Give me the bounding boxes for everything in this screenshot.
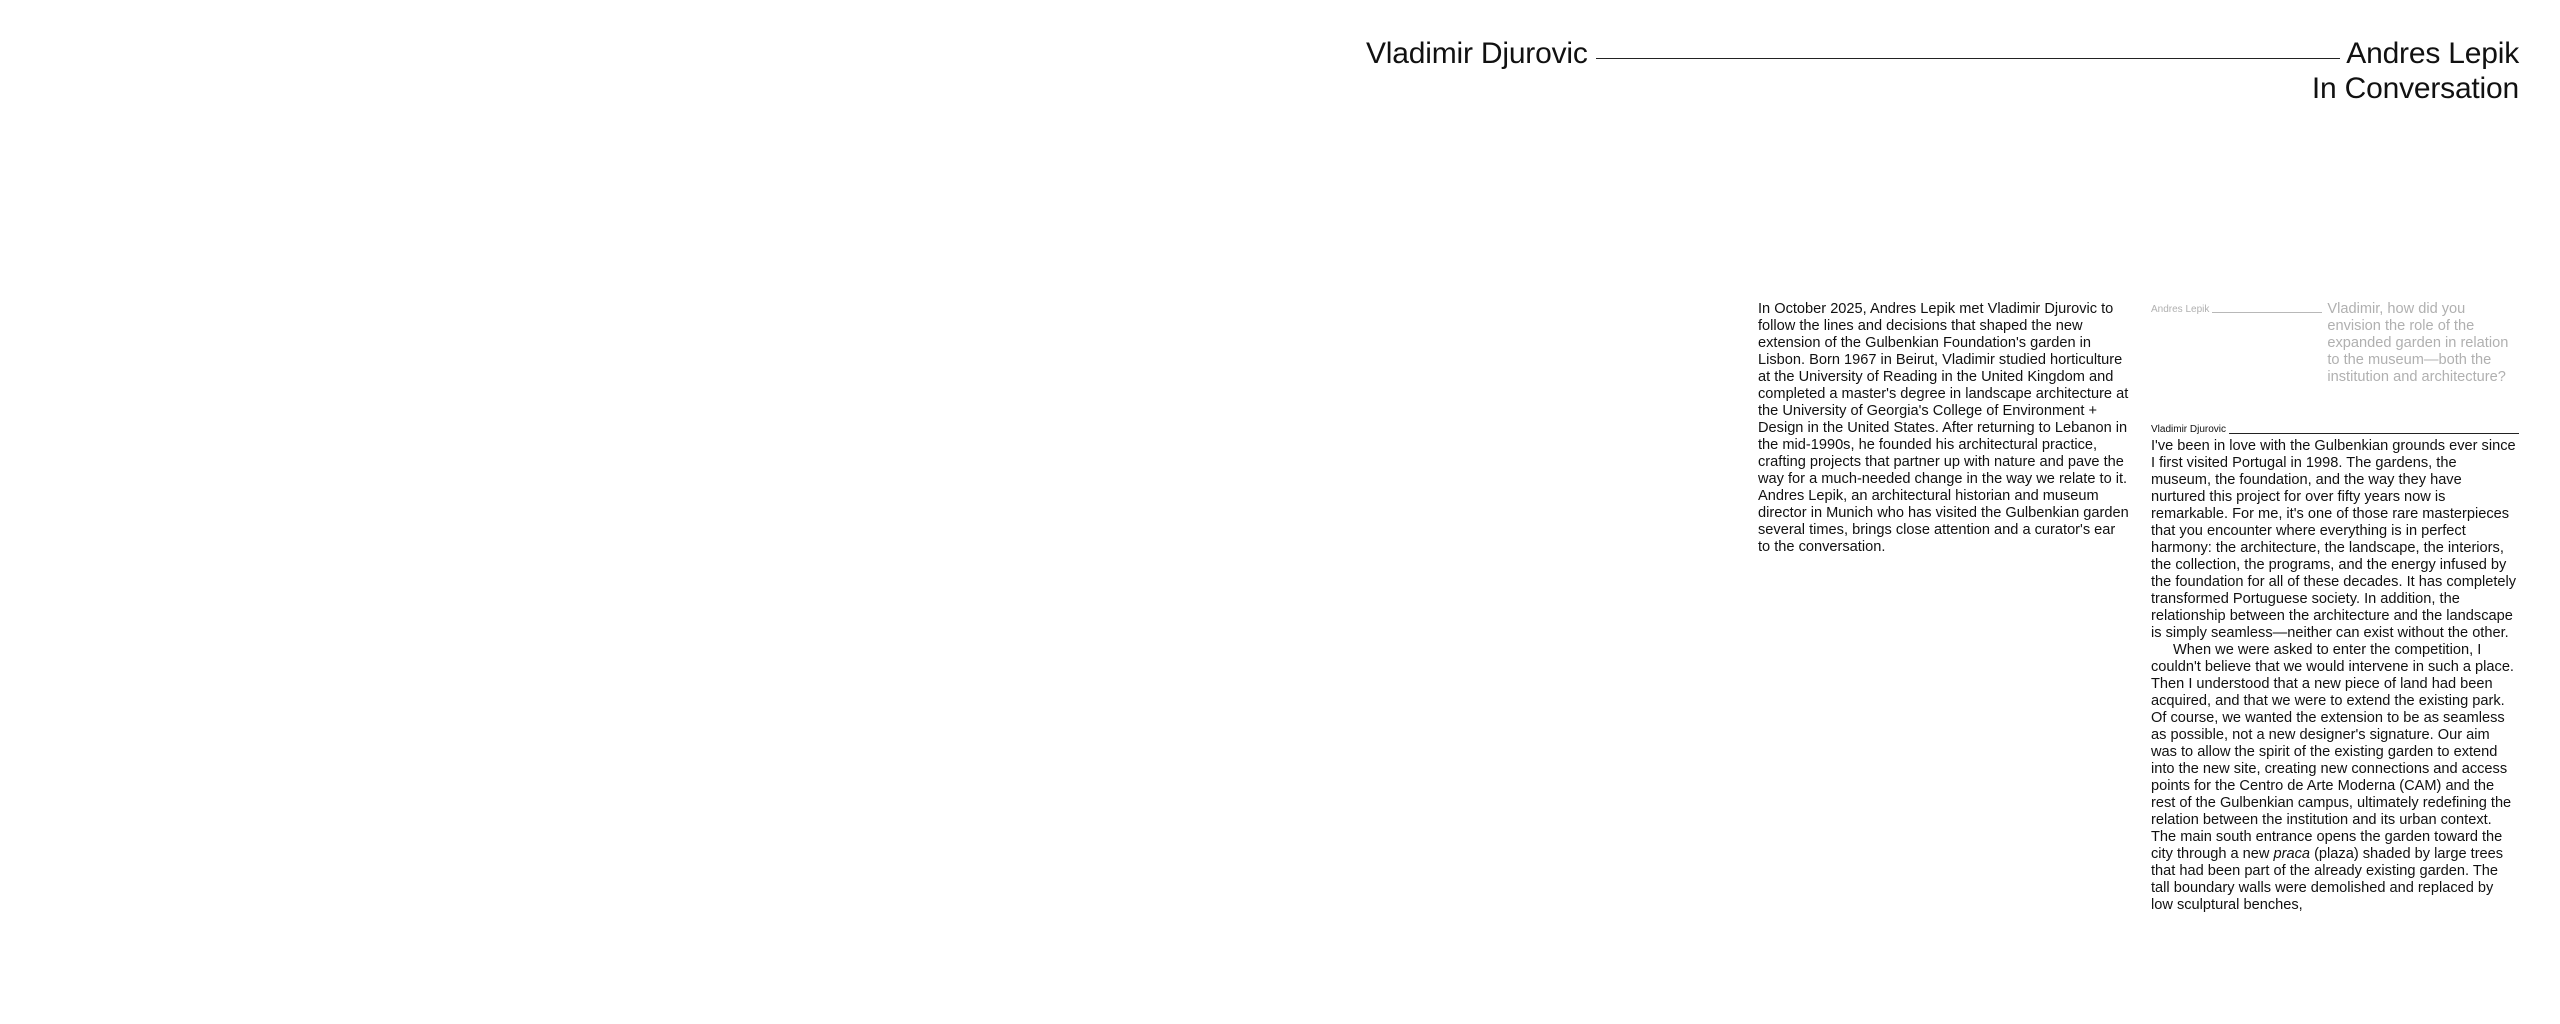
question-divider-line: [2212, 312, 2322, 313]
intro-paragraph: In October 2025, Andres Lepik met Vladimir Djurovic to follow the lines and decisions that shaped the new extension of the Gulbenkian Foundation's garden in Lisbon. Born 1967 in Beirut, Vladimir studied horticulture at the University of Reading in the United Kingdom and completed a master's degree in landscape architecture at the University of Georgia's College of Environment + Design in the United States. After returning to Lebanon in the mid-1990s, he founded his architectural practice, crafting projects that partner up with nature and pave the way for a much-needed change in the way we relate to it. Andres Lepik, an architectural historian and museum director in Munich who has visited the Gulbenkian garden several times, brings close attention and a curator's ear to the conversation.: [1758, 301, 2129, 555]
header-title-row: [1366, 36, 2519, 72]
spread-header: [1366, 36, 2519, 106]
question-text: Vladimir, how did you envision the role of the expanded garden in relation to the museum—both the institution and architecture?: [2327, 301, 2509, 385]
answer-speaker: Vladimir Djurovic: [2151, 424, 2227, 435]
answer-italic-term: praca: [2273, 846, 2311, 862]
answer-paragraph-2-part-2: (plaza) shaded by large trees that had been part of the already existing garden. The tall boundary walls were demolished and replaced by low sculptural benches,: [2151, 846, 2504, 913]
answer-paragraph-1: I've been in love with the Gulbenkian grounds ever since I first visited Portugal in 1998. The gardens, the museum, the foundation, and the way they have nurtured this project for over fifty years now is remarkable. For me, it's one of those rare masterpieces that you encounter where everything is in perfect harmony: the architecture, the landscape, the interiors, the collection, the programs, and the energy infused by the foundation for all of these decades. It has completely transformed Portuguese society. In addition, the relationship between the architecture and the landscape is simply seamless—neither can exist without the other.: [2151, 438, 2517, 641]
answer-paragraph-2: [2151, 642, 2519, 914]
answer-divider-line: [2229, 433, 2519, 434]
answer-block: [2151, 424, 2519, 914]
interviewer-name: Andres Lepik: [2346, 37, 2519, 70]
answer-speaker-row: [2151, 424, 2519, 436]
question-row: [2151, 301, 2519, 386]
answer-paragraph-2-part-1: When we were asked to enter the competition, I couldn't believe that we would intervene in such a place. Then I understood that a new piece of land had been acquired, and that we were to extend the existing park. Of course, we wanted the extension to be as seamless as possible, not a new designer's signature. Our aim was to allow the spirit of the existing garden to extend into the new site, creating new connections and access points for the Centro de Arte Moderna (CAM) and the rest of the Gulbenkian campus, ultimately redefining the relation between the institution and its urban context. The main south entrance opens the garden toward the city through a new: [2151, 642, 2514, 862]
question-speaker: Andres Lepik: [2151, 304, 2210, 315]
interviewee-name: Vladimir Djurovic: [1366, 37, 1588, 70]
header-subtitle: In Conversation: [2311, 72, 2519, 105]
answer-text: [2151, 438, 2519, 914]
question-block: [2151, 301, 2519, 386]
header-divider-line: [1596, 58, 2341, 59]
